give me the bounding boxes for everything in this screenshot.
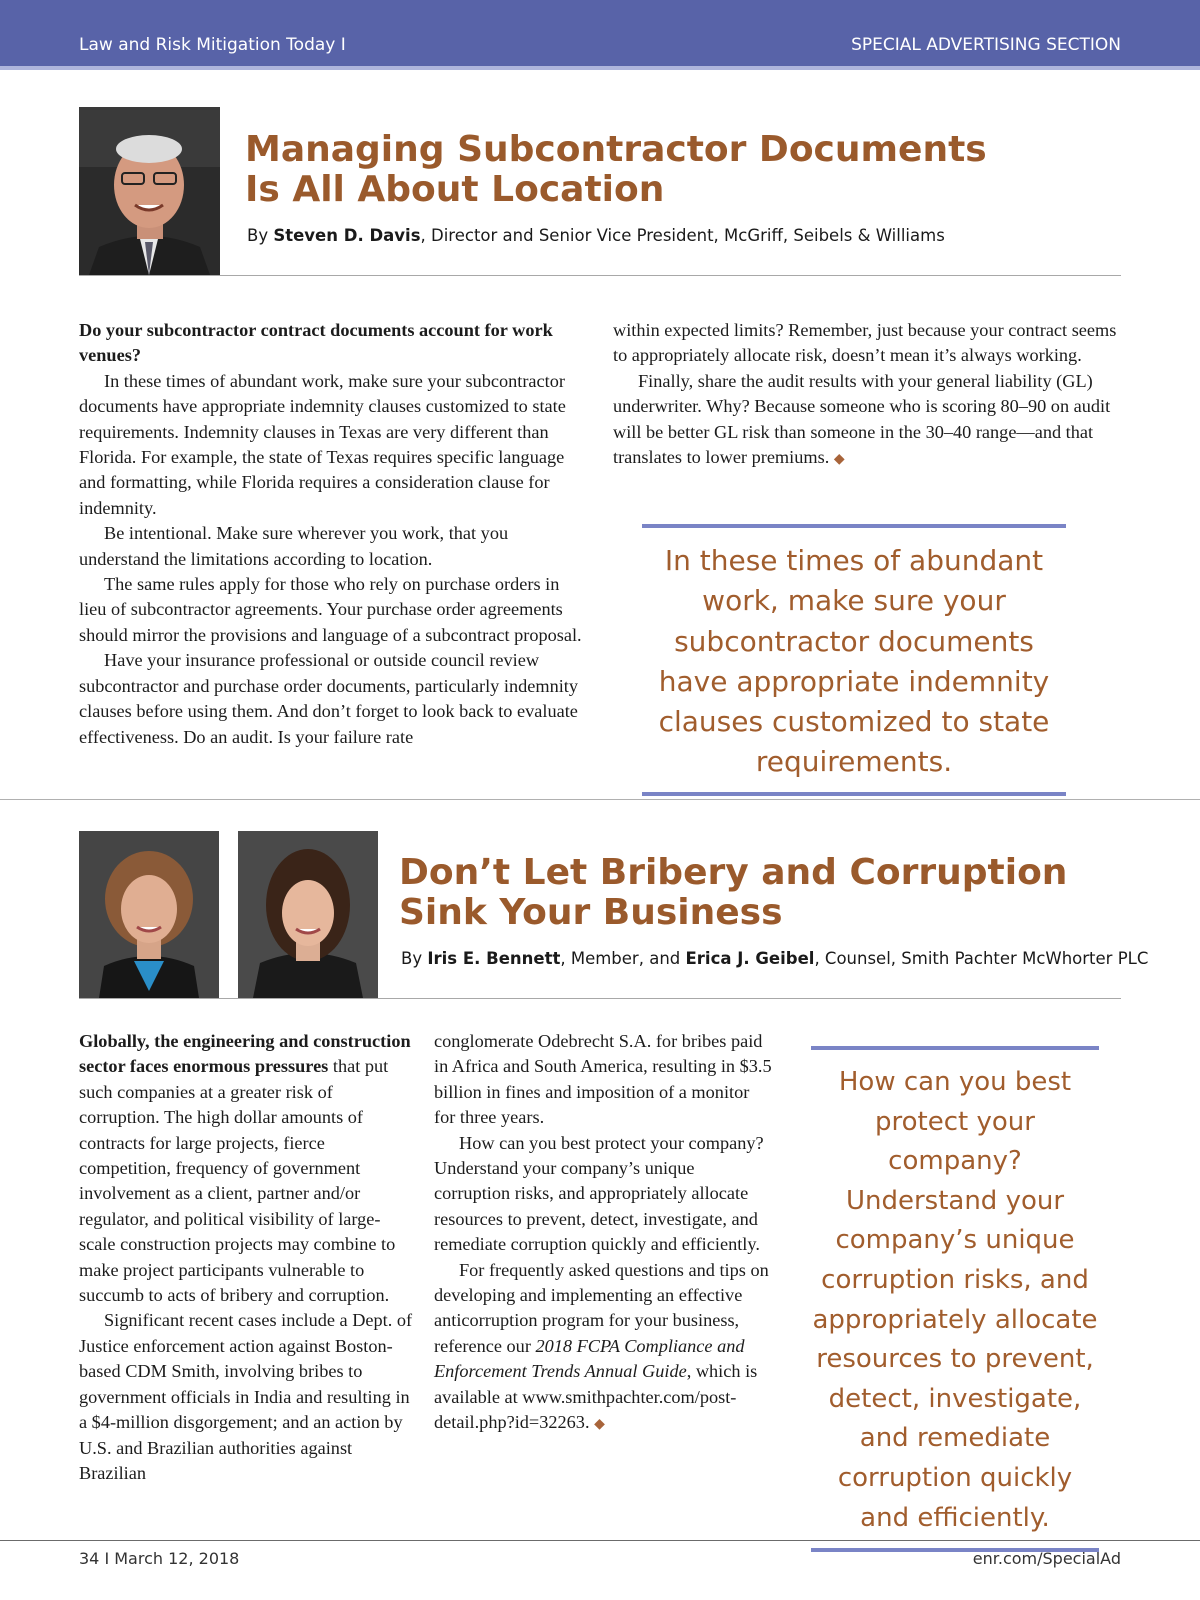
end-mark-icon: ◆ — [594, 1417, 605, 1433]
article-2-column-2: conglomerate Odebrecht S.A. for bribes paid in Africa and South America, resulting in $3.5 billion in fines and imposition of a monitor for three years. How can you best protect your company? Understand your company’s unique corruption risks, and appropriately allocate resources to prevent, detect, investigate, and remediate corruption quickly and efficiently. For frequently asked questions and tips on developing and implementing an effective anticorruption program for your business, reference our 2018 FCPA Compliance and Enforcement Trends Annual Guide, which is available at www.smithpachter.com/post-detail.php?id=32263. ◆ — [434, 1029, 775, 1438]
article-1-paragraph: Be intentional. Make sure wherever you work, that you understand the limitations according to location. — [79, 523, 509, 569]
footer-page-date: 34 I March 12, 2018 — [79, 1549, 240, 1568]
article-2-paragraph: Significant recent cases include a Dept. of Justice enforcement action against Boston-based CDM Smith, involving bribes to government officials in India and resulting in a $4-million disgorgement; and an action by U.S. and Brazilian authorities against Brazilian — [79, 1310, 413, 1483]
article-1-title — [245, 130, 987, 210]
footer-url: enr.com/SpecialAd — [972, 1549, 1121, 1568]
pull-quote-text: In these times of abundant work, make sure your subcontractor documents have appropriate indemnity clauses customized to state requirements. — [658, 544, 1050, 779]
guide-title: 2018 FCPA Compliance and Enforcement Trends Annual Guide — [434, 1335, 745, 1382]
author-name: Erica J. Geibel — [685, 949, 815, 968]
article-1-paragraph: The same rules apply for those who rely on purchase orders in lieu of subcontractor agreements. Your purchase order agreements should mirror the provisions and language of a subcontract proposal. — [79, 574, 582, 645]
article-2-title-line-1: Don’t Let Bribery and Corruption — [399, 852, 1068, 893]
author-photo-iris-bennett — [79, 831, 219, 998]
article-2-paragraph: How can you best protect your company? Understand your company’s unique corruption risks, and appropriately allocate resources to prevent, detect, investigate, and remediate corruption quickly and efficiently. — [434, 1132, 764, 1255]
article-2-pull-quote — [811, 1046, 1099, 1552]
end-mark-icon: ◆ — [833, 452, 845, 468]
article-1-title-rule — [79, 275, 1121, 276]
article-2-title-rule — [79, 998, 1121, 999]
footer-rule — [0, 1540, 1200, 1541]
article-2-title — [399, 853, 1067, 933]
article-1-column-1 — [79, 318, 586, 750]
article-1-paragraph: within expected limits? Remember, just because your contract seems to appropriately allocate risk, doesn’t mean it’s always working. — [613, 320, 1117, 366]
article-1-paragraph: Have your insurance professional or outside council review subcontractor and purchase order documents, particularly indemnity clauses before using them. And don’t forget to look back to evaluate effectiveness. Do an audit. Is your failure rate — [79, 650, 579, 747]
article-1-paragraph: Finally, share the audit results with your general liability (GL) underwriter. Why? Because someone who is scoring 80–90 on audit will be better GL risk than someone in the 30–40 range—and that translates to lower premiums. — [613, 370, 1111, 468]
article-1-paragraph: In these times of abundant work, make sure your subcontractor documents have appropriate indemnity clauses customized to state requirements. Indemnity clauses in Texas are very different than Florida. For example, the state of Texas requires specific language and formatting, while Florida requires a consideration clause for indemnity. — [79, 370, 566, 518]
article-separator — [0, 799, 1200, 800]
article-2-title-line-2: Sink Your Business — [399, 892, 783, 933]
author-name: Iris E. Bennett — [427, 949, 561, 968]
article-1-title-line-2: Is All About Location — [245, 169, 665, 210]
article-2-paragraph: conglomerate Odebrecht S.A. for bribes paid in Africa and South America, resulting in $3.5 billion in fines and imposition of a monitor for three years. — [434, 1031, 772, 1128]
article-1-byline: By Steven D. Davis, Director and Senior Vice President, McGriff, Seibels & Williams — [247, 226, 945, 245]
publication-name: Law and Risk Mitigation Today I — [79, 35, 346, 55]
article-2-byline: By Iris E. Bennett, Member, and Erica J. Geibel, Counsel, Smith Pachter McWhorter PLC — [401, 949, 1149, 968]
pull-quote-rule-bottom — [642, 792, 1066, 796]
article-2-column-1: Globally, the engineering and construction sector faces enormous pressures that put such companies at a greater risk of corruption. The high dollar amounts of contracts for large projects, fierce competition, frequency of government involvement as a client, partner and/or regulator, and political visibility of large-scale construction projects may combine to make project participants vulnerable to succumb to acts of bribery and corruption. Significant recent cases include a Dept. of Justice enforcement action against Boston-based CDM Smith, involving bribes to government officials in India and resulting in a $4-million disgorgement; and an action by U.S. and Brazilian authorities against Brazilian — [79, 1029, 414, 1486]
article-1-title-line-1: Managing Subcontractor Documents — [245, 129, 987, 170]
article-2-lead: Globally, the engineering and construction sector faces enormous pressures — [79, 1031, 411, 1077]
author-name: Steven D. Davis — [273, 226, 421, 245]
article-1-column-2 — [613, 318, 1120, 472]
section-label: SPECIAL ADVERTISING SECTION — [851, 35, 1121, 55]
pull-quote-text: How can you best protect your company? Understand your company’s unique corruption risks, and appropriately allocate resources to prevent, detect, investigate, and remediate corruption quickly and efficiently. — [812, 1067, 1098, 1533]
article-1-lead: Do your subcontractor contract documents account for work venues? — [79, 320, 553, 366]
author-photo-erica-geibel — [238, 831, 378, 998]
article-1-pull-quote — [642, 524, 1066, 796]
header-bar — [0, 0, 1200, 70]
author-photo-steven-davis — [79, 107, 220, 275]
